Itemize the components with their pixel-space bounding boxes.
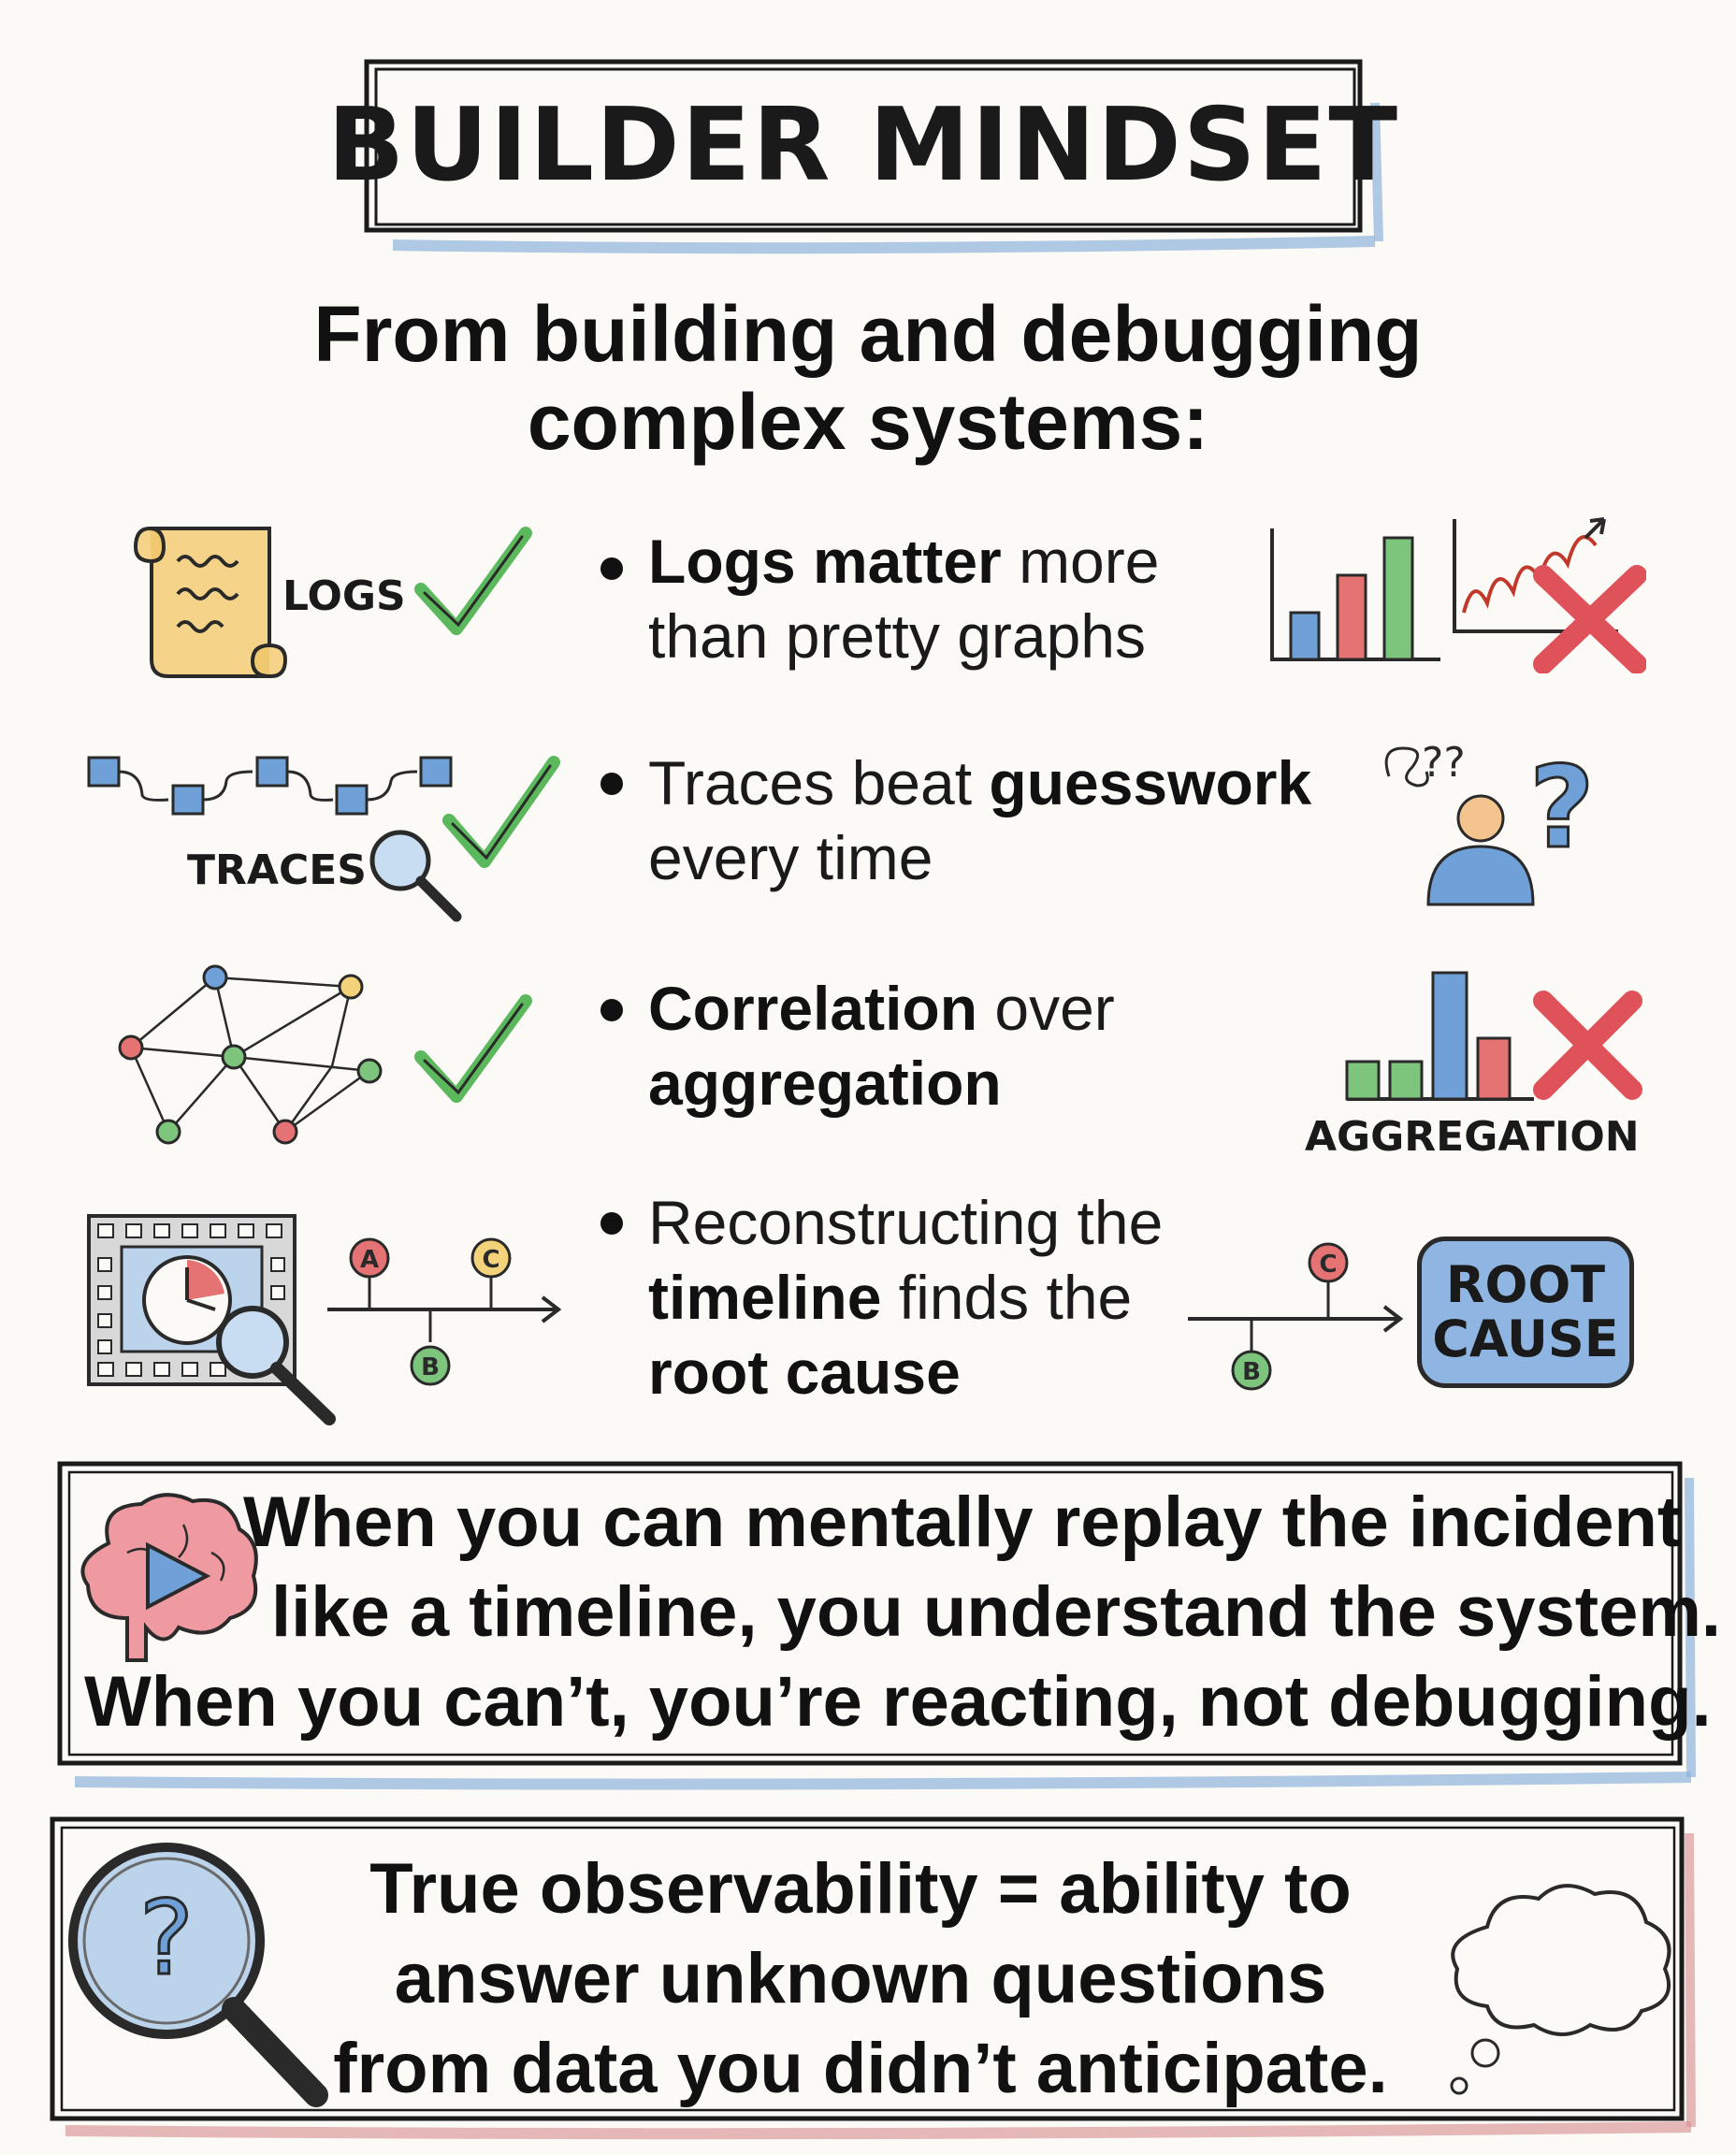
obs-line-3: from data you didn’t anticipate. — [333, 2029, 1388, 2108]
quote-box-shadow — [75, 1777, 1691, 1785]
quote-line-1: When you can mentally replay the incident — [243, 1482, 1682, 1562]
film-clock-icon — [84, 1211, 346, 1426]
obs-line-2: answer unknown questions — [394, 1939, 1327, 2018]
aggregation-bars-icon — [1338, 968, 1646, 1108]
principle-3-bold-2: aggregation — [648, 1049, 1002, 1118]
principle-3-rest: over — [977, 974, 1115, 1043]
bullet-dot — [600, 773, 623, 795]
timeline-node-a: A — [359, 1246, 380, 1274]
quote-line-2: like a timeline, you understand the system. — [271, 1572, 1722, 1652]
timeline-node-b: B — [421, 1353, 440, 1381]
aggregation-label: AGGREGATION — [1305, 1113, 1640, 1161]
principle-1-rest: more — [1001, 527, 1160, 596]
root-cause-line2: CAUSE — [1432, 1309, 1619, 1368]
obs-line-1: True observability = ability to — [369, 1849, 1352, 1929]
principle-4-bold: timeline — [648, 1263, 882, 1332]
pretty-graphs-icon — [1263, 510, 1646, 673]
principle-4-bold-2: root cause — [648, 1338, 961, 1407]
obs-box-shadow — [65, 2127, 1691, 2133]
bullet-dot — [600, 557, 623, 580]
timeline-node-c: C — [1319, 1251, 1338, 1279]
svg-text:?: ? — [1529, 744, 1595, 874]
thought-cloud-icon — [1431, 1871, 1693, 2104]
bullet-dot — [600, 1212, 623, 1235]
principle-4-line3 — [648, 1335, 961, 1410]
principle-2-bold: guesswork — [989, 748, 1312, 817]
principle-1-line1 — [648, 524, 1159, 599]
quote-line-3: When you can’t, you’re reacting, not debugging. — [84, 1662, 1712, 1742]
check-icon — [440, 753, 561, 879]
check-icon — [412, 991, 533, 1113]
page-title: BUILDER MINDSET — [326, 86, 1400, 204]
title-underline-shadow — [393, 241, 1375, 248]
check-icon — [412, 524, 533, 645]
principle-3-bold: Correlation — [648, 974, 978, 1043]
confused-person-icon — [1370, 734, 1623, 912]
principle-4-rest: finds the — [881, 1263, 1133, 1332]
question-mark-glyph: ? — [138, 1878, 195, 1998]
timeline-abc-icon — [323, 1230, 566, 1389]
timeline-node-c: C — [482, 1246, 500, 1274]
principle-3-line1 — [648, 971, 1115, 1046]
principle-3-line2 — [648, 1046, 1002, 1121]
subtitle: From building and debugging complex systems: — [313, 290, 1423, 466]
brain-play-icon — [71, 1487, 268, 1665]
correlation-graph-icon — [112, 963, 393, 1150]
principle-2-line1 — [648, 745, 1311, 820]
principle-2-line2: every time — [648, 823, 933, 892]
bullet-dot — [600, 999, 623, 1021]
principle-4-line2 — [648, 1260, 1132, 1335]
root-cause-badge — [1417, 1237, 1634, 1388]
principle-1-bold: Logs matter — [648, 527, 1002, 596]
principle-1-line2: than pretty graphs — [648, 601, 1146, 671]
svg-text:??: ?? — [1422, 739, 1466, 787]
timeline-bc-icon — [1183, 1230, 1408, 1398]
timeline-node-b: B — [1242, 1358, 1261, 1386]
logs-label: LOGS — [282, 572, 406, 620]
scroll-icon — [122, 510, 290, 687]
traces-label: TRACES — [187, 846, 367, 894]
root-cause-line1: ROOT — [1445, 1255, 1606, 1314]
principle-2-pre: Traces beat — [648, 748, 990, 817]
principle-4-line1: Reconstructing the — [648, 1188, 1164, 1257]
